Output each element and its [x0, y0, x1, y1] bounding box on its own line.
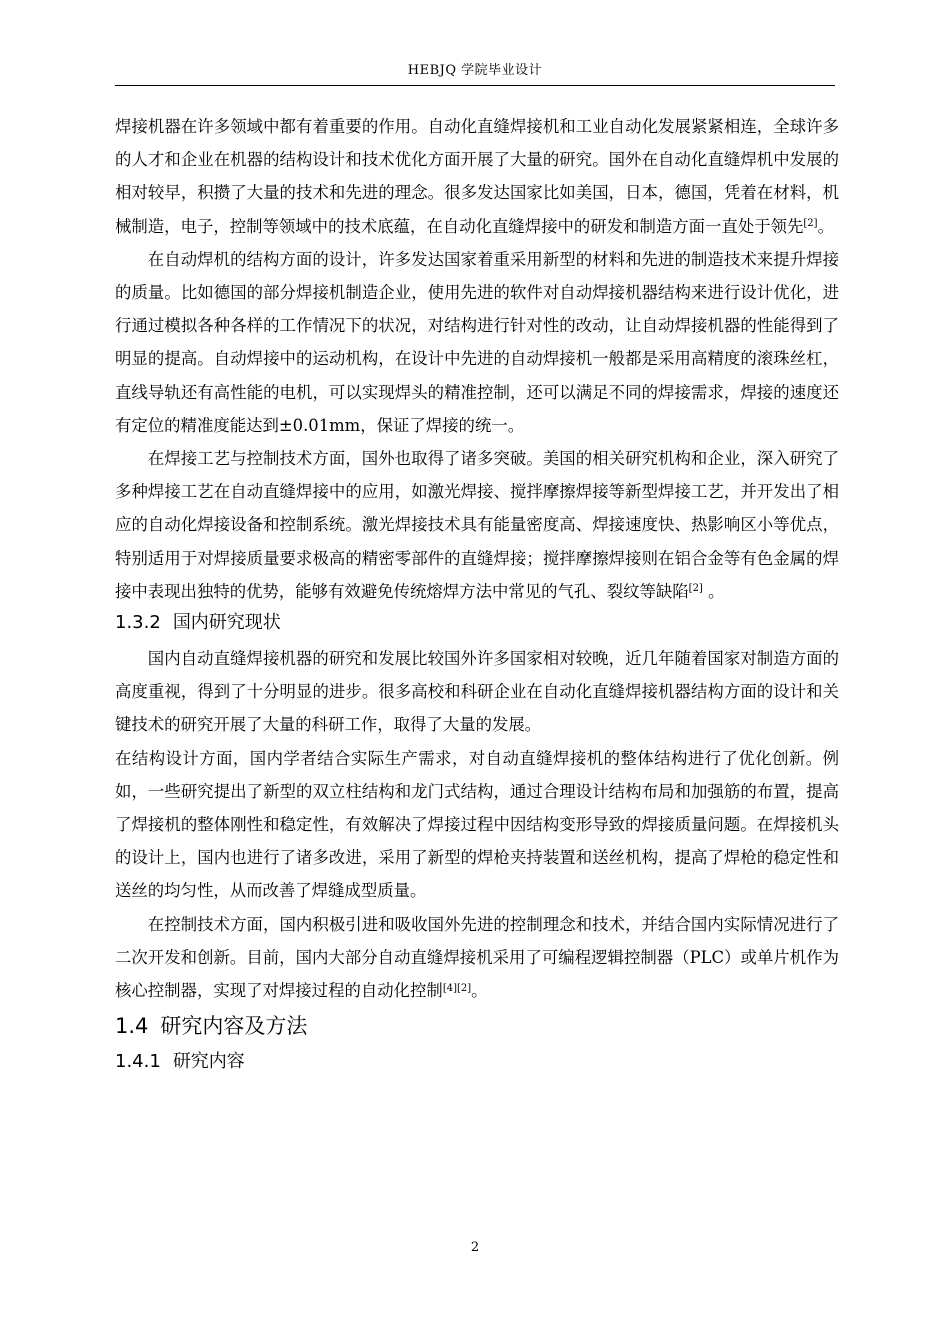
paragraph-foreign-structure: [115, 243, 839, 442]
citation: [2]: [803, 218, 818, 230]
section-heading-content-methods: [115, 1007, 839, 1047]
section-number: 1.4.1: [115, 1051, 161, 1073]
paragraph-text: 在控制技术方面，国内积极引进和吸收国外先进的控制理念和技术，并结合国内实际情况进行了二次开发和创新。目前，国内大部分自动直缝焊接机采用了可编程逻辑控制器（PLC）或单片机作为核心控制器，实现了对焊接过程的自动化控制: [115, 914, 839, 1001]
page-number: 2: [470, 1240, 480, 1255]
section-title: 国内研究现状: [172, 612, 281, 634]
paragraph-foreign-process: [115, 442, 839, 608]
section-title: 研究内容及方法: [160, 1014, 308, 1039]
header-divider: [115, 85, 835, 86]
document-body: [115, 110, 839, 1073]
paragraph-foreign-overview: [115, 110, 839, 243]
section-title: 研究内容: [172, 1051, 245, 1073]
paragraph-domestic-structure: [115, 742, 839, 908]
paragraph-text: 在结构设计方面，国内学者结合实际生产需求，对自动直缝焊接机的整体结构进行了优化创新。例如，一些研究提出了新型的双立柱结构和龙门式结构，通过合理设计结构布局和加强筋的布置，提高了焊接机的整体刚性和稳定性，有效解决了焊接过程中因结构变形导致的焊接质量问题。在焊接机头的设计上，国内也进行了诸多改进，采用了新型的焊枪夹持装置和送丝机构，提高了焊枪的稳定性和送丝的均匀性，从而改善了焊缝成型质量。: [115, 748, 839, 901]
paragraph-text: 焊接机器在许多领域中都有着重要的作用。自动化直缝焊接机和工业自动化发展紧紧相连，全球许多的人才和企业在机器的结构设计和技术优化方面开展了大量的研究。国外在自动化直缝焊机中发展的相对较早，积攒了大量的技术和先进的理念。很多发达国家比如美国，日本，德国，凭着在材料，机械制造，电子，控制等领域中的技术底蕴，在自动化直缝焊接中的研发和制造方面一直处于领先: [115, 117, 839, 236]
paragraph-end: 。: [702, 581, 725, 601]
paragraph-end: 。: [817, 216, 834, 236]
paragraph-domestic-overview: [115, 642, 839, 742]
section-heading-research-content: [115, 1047, 839, 1073]
citation: [2]: [688, 583, 703, 595]
section-number: 1.4: [115, 1014, 149, 1039]
paragraph-text: 在焊接工艺与控制技术方面，国外也取得了诸多突破。美国的相关研究机构和企业，深入研究了多种焊接工艺在自动直缝焊接中的应用，如激光焊接、搅拌摩擦焊接等新型焊接工艺，并开发出了相应的自动化焊接设备和控制系统。激光焊接技术具有能量密度高、焊接速度快、热影响区小等优点，特别适用于对焊接质量要求极高的精密零部件的直缝焊接；搅拌摩擦焊接则在铝合金等有色金属的焊接中表现出独特的优势，能够有效避免传统熔焊方法中常见的气孔、裂纹等缺陷: [115, 449, 839, 601]
paragraph-domestic-control: [115, 908, 839, 1008]
paragraph-text: 在自动焊机的结构方面的设计，许多发达国家着重采用新型的材料和先进的制造技术来提升焊接的质量。比如德国的部分焊接机制造企业，使用先进的软件对自动焊接机器结构来进行设计优化，进行通过模拟各种各样的工作情况下的状况，对结构进行针对性的改动，让自动焊接机器的性能得到了明显的提高。自动焊接中的运动机构，在设计中先进的自动焊接机一般都是采用高精度的滚珠丝杠，直线导轨还有高性能的电机，可以实现焊头的精准控制，还可以满足不同的焊接需求，焊接的速度还有定位的精准度能达到±0.01mm，保证了焊接的统一。: [115, 249, 839, 435]
section-number: 1.3.2: [115, 612, 161, 634]
paragraph-end: 。: [471, 981, 488, 1001]
paragraph-text: 国内自动直缝焊接机器的研究和发展比较国外许多国家相对较晚，近几年随着国家对制造方面的高度重视，得到了十分明显的进步。很多高校和科研企业在自动化直缝焊接机器结构方面的设计和关键技术的研究开展了大量的科研工作，取得了大量的发展。: [115, 649, 839, 735]
section-heading-domestic-research: [115, 608, 839, 642]
citation: [4][2]: [442, 982, 472, 994]
page-header: HEBJQ 学院毕业设计: [407, 63, 543, 78]
